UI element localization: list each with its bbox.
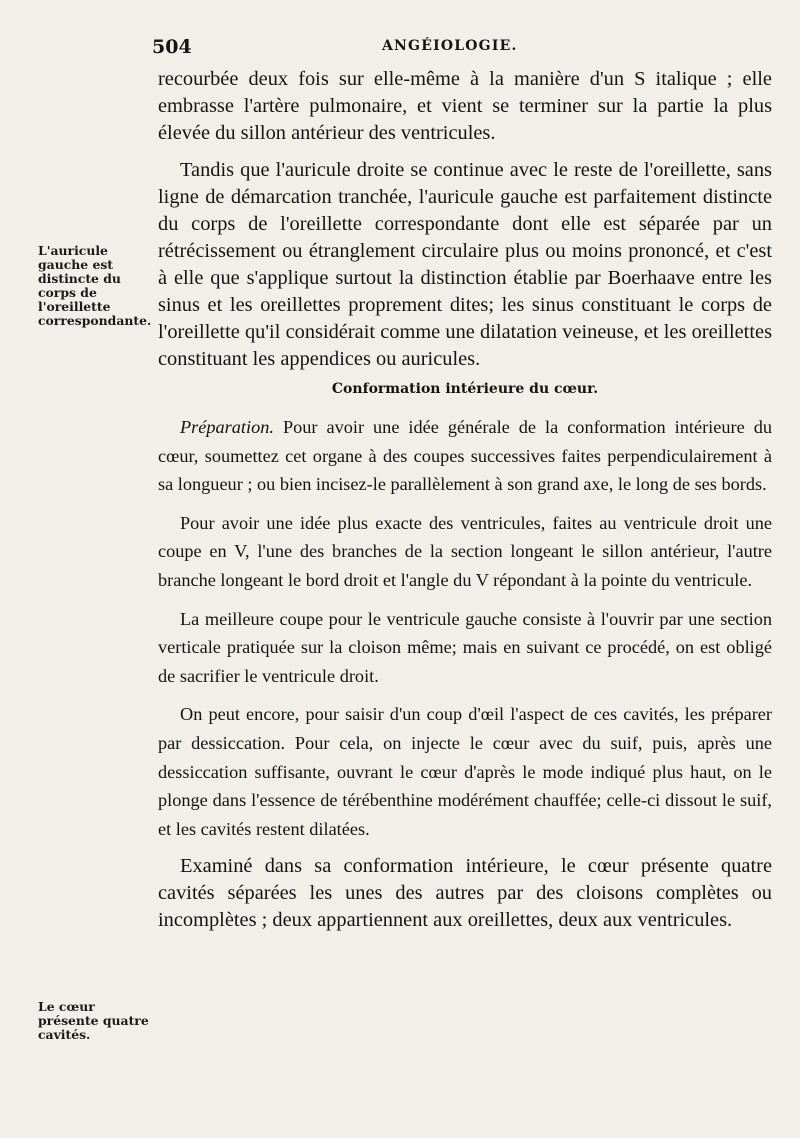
paragraph-4: Pour avoir une idée plus exacte des ventricules, faites au ventricule droit une coupe en V, l'une des branches de la section longeant le sillon antérieur, l'autre branche longeant le bord droit et l'angle du V répondant à la pointe du ventricule.	[158, 512, 772, 590]
paragraph-7: Examiné dans sa conformation intérieure, le cœur présente quatre cavités séparées les unes des autres par des cloisons complètes ou incomplètes ; deux appartiennent aux oreillettes, deux aux ventricules.	[158, 855, 772, 932]
paragraph-3-text: Pour avoir une idée générale de la conformation intérieure du cœur, soumettez cet organe à des coupes successives faites perpendiculairement à sa longueur ; ou bien incisez-le parallèlement à son grand axe, le long de ses bords.	[158, 417, 772, 495]
paragraph-5: La meilleure coupe pour le ventricule gauche consiste à l'ouvrir par une section verticale pratiquée sur la cloison même; mais en suivant ce procédé, on est obligé de sacrifier le ventricule droit.	[158, 608, 772, 686]
paragraph-2: Tandis que l'auricule droite se continue avec le reste de l'oreillette, sans ligne de démarcation tranchée, l'auricule gauche est parfaitement distincte du corps de l'oreillette correspondante dont elle est séparée par un rétrécissement ou étranglement circulaire plus ou moins prononcé, et c'est à elle que s'applique surtout la distinction établie par Boerhaave entre les sinus et les oreillettes proprement dites; les sinus constituant le corps de l'oreillette qu'il considérait comme une dilatation veineuse, et les oreillettes constituant les appendices ou auricules.	[158, 159, 772, 370]
paragraph-1: recourbée deux fois sur elle-même à la manière d'un S italique ; elle embrasse l'artère pulmonaire, et vient se terminer sur la partie la plus élevée du sillon antérieur des ventricules.	[158, 68, 772, 144]
section-heading: Conformation intérieure du cœur.	[331, 381, 599, 397]
running-title: ANGÉIOLOGIE.	[382, 38, 518, 54]
margin-note-auricule: L'auricule gauche est distincte du corps de l'oreillette correspondante.	[38, 243, 152, 328]
paragraph-3	[158, 413, 772, 499]
paragraph-6: On peut encore, pour saisir d'un coup d'œil l'aspect de ces cavités, les préparer par dessiccation. Pour cela, on injecte le cœur avec du suif, puis, après une dessiccation suffisante, ouvrant le cœur d'après le mode indiqué plus haut, on le plonge dans l'essence de térébenthine modérément chauffée; celle-ci dissout le suif, et les cavités restent dilatées.	[158, 704, 772, 839]
body-text	[158, 66, 772, 934]
preparation-lead: Préparation.	[180, 417, 274, 437]
margin-note-cavites: Le cœur présente quatre cavités.	[38, 999, 149, 1042]
page-header	[150, 36, 750, 58]
page-number: 504	[152, 36, 192, 58]
